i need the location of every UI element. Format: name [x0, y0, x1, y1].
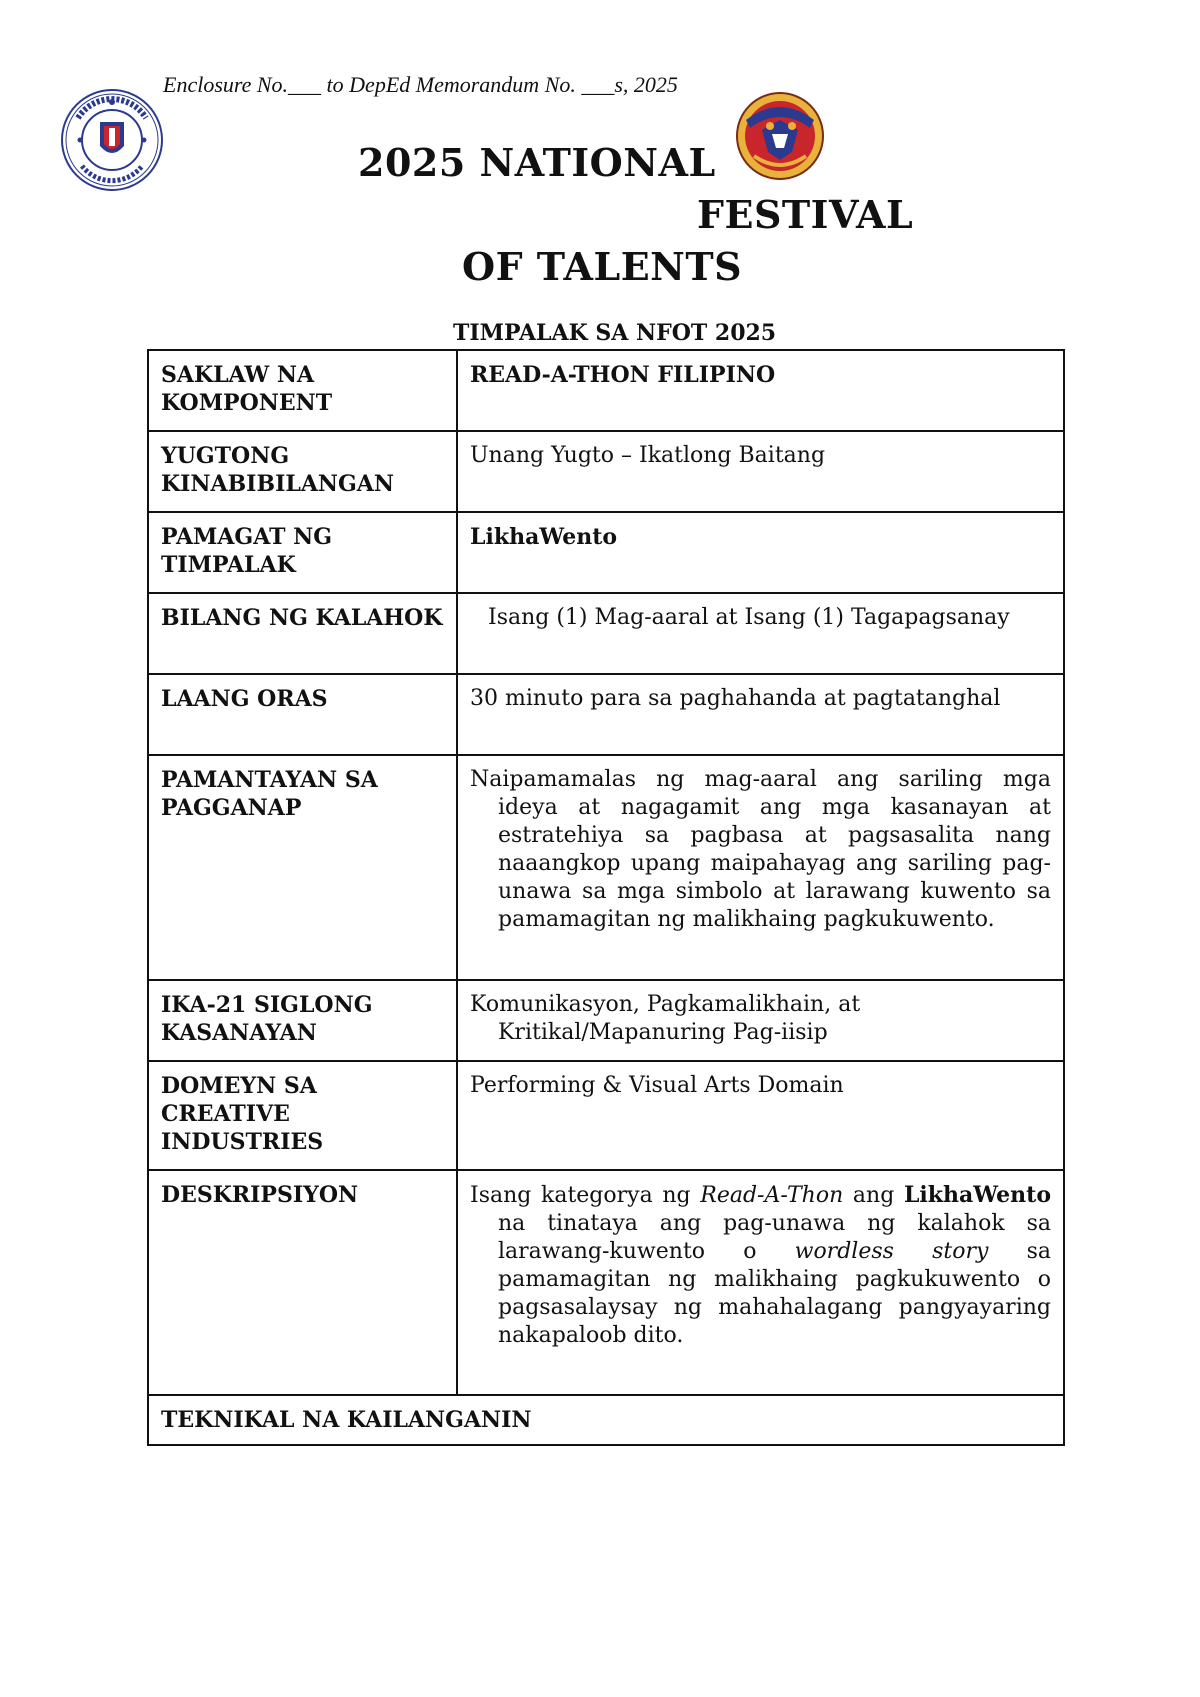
festival-logo-icon: [732, 90, 828, 182]
row-value-text: 30 minuto para sa paghahanda at pagtatanghal: [470, 686, 1001, 711]
table-row: [148, 674, 1064, 755]
row-value: [457, 674, 1064, 755]
desc-italic-readathon: Read-A-Thon: [700, 1183, 844, 1208]
row-value-text: LikhaWento: [470, 524, 618, 550]
table-row: [148, 1170, 1064, 1395]
contest-details-table: [147, 349, 1065, 1446]
row-value-text: Unang Yugto – Ikatlong Baitang: [470, 443, 826, 468]
row-value-text: READ-A-THON FILIPINO: [470, 362, 776, 388]
title-line-1: 2025 NATIONAL: [358, 140, 716, 185]
row-label: PAMAGAT NG TIMPALAK: [148, 512, 457, 593]
table-row: [148, 1395, 1064, 1445]
desc-part-2: ang: [852, 1183, 895, 1208]
table-row: [148, 512, 1064, 593]
table-row: [148, 593, 1064, 674]
row-label: PAMANTAYAN SA PAGGANAP: [148, 755, 457, 980]
row-value: [457, 1170, 1064, 1395]
desc-part-1: Isang kategorya ng: [470, 1183, 691, 1208]
row-label: YUGTONG KINABIBILANGAN: [148, 431, 457, 512]
table-row: [148, 431, 1064, 512]
table-row: [148, 350, 1064, 431]
row-label: SAKLAW NA KOMPONENT: [148, 350, 457, 431]
table-row: [148, 980, 1064, 1061]
desc-part-4: sa pamamagitan ng malikhaing pagkukuwento o pagsasalaysay ng mahahalagang pangyayaring nakapaloob dito.: [498, 1239, 1051, 1348]
title-line-3: OF TALENTS: [462, 244, 743, 289]
table-caption: TIMPALAK SA NFOT 2025: [453, 320, 777, 346]
row-value: [457, 755, 1064, 980]
description-text: [470, 1181, 1051, 1350]
desc-italic-wordless: wordless story: [794, 1239, 989, 1264]
row-value-text: Performing & Visual Arts Domain: [470, 1073, 844, 1098]
title-line-2: FESTIVAL: [697, 192, 914, 237]
desc-bold-likhawento: LikhaWento: [903, 1182, 1052, 1208]
row-value: [457, 512, 1064, 593]
row-value-text: Komunikasyon, Pagkamalikhain, at Kritikal/Mapanuring Pag-iisip: [470, 992, 861, 1045]
row-label: IKA-21 SIGLONG KASANAYAN: [148, 980, 457, 1061]
table-row: [148, 1061, 1064, 1170]
row-value: [457, 593, 1064, 674]
table-row: [148, 755, 1064, 980]
row-label: BILANG NG KALAHOK: [148, 593, 457, 674]
row-label: DOMEYN SA CREATIVE INDUSTRIES: [148, 1061, 457, 1170]
row-value-text: Isang (1) Mag-aaral at Isang (1) Tagapagsanay: [488, 605, 1010, 630]
row-label: DESKRIPSIYON: [148, 1170, 457, 1395]
row-value-text: Naipamamalas ng mag-aaral ang sariling mga ideya at nagagamit ang mga kasanayan at estratehiya sa pagbasa at pagsasalita nang naaangkop upang maipahayag ang sariling pag-unawa sa mga simbolo at larawang kuwento sa pamamagitan ng malikhaing pagkukuwento.: [470, 767, 1051, 932]
row-value: [457, 980, 1064, 1061]
row-value: [457, 431, 1064, 512]
desc-part-3: na tinataya ang pag-unawa ng kalahok sa larawang-kuwento o: [498, 1211, 1051, 1264]
row-value: [457, 350, 1064, 431]
row-label: LAANG ORAS: [148, 674, 457, 755]
deped-seal-icon: [60, 88, 164, 192]
row-value: [457, 1061, 1064, 1170]
technical-requirements-header: TEKNIKAL NA KAILANGANIN: [148, 1395, 1064, 1445]
enclosure-note: Enclosure No.___ to DepEd Memorandum No. ___s, 2025: [163, 72, 678, 97]
